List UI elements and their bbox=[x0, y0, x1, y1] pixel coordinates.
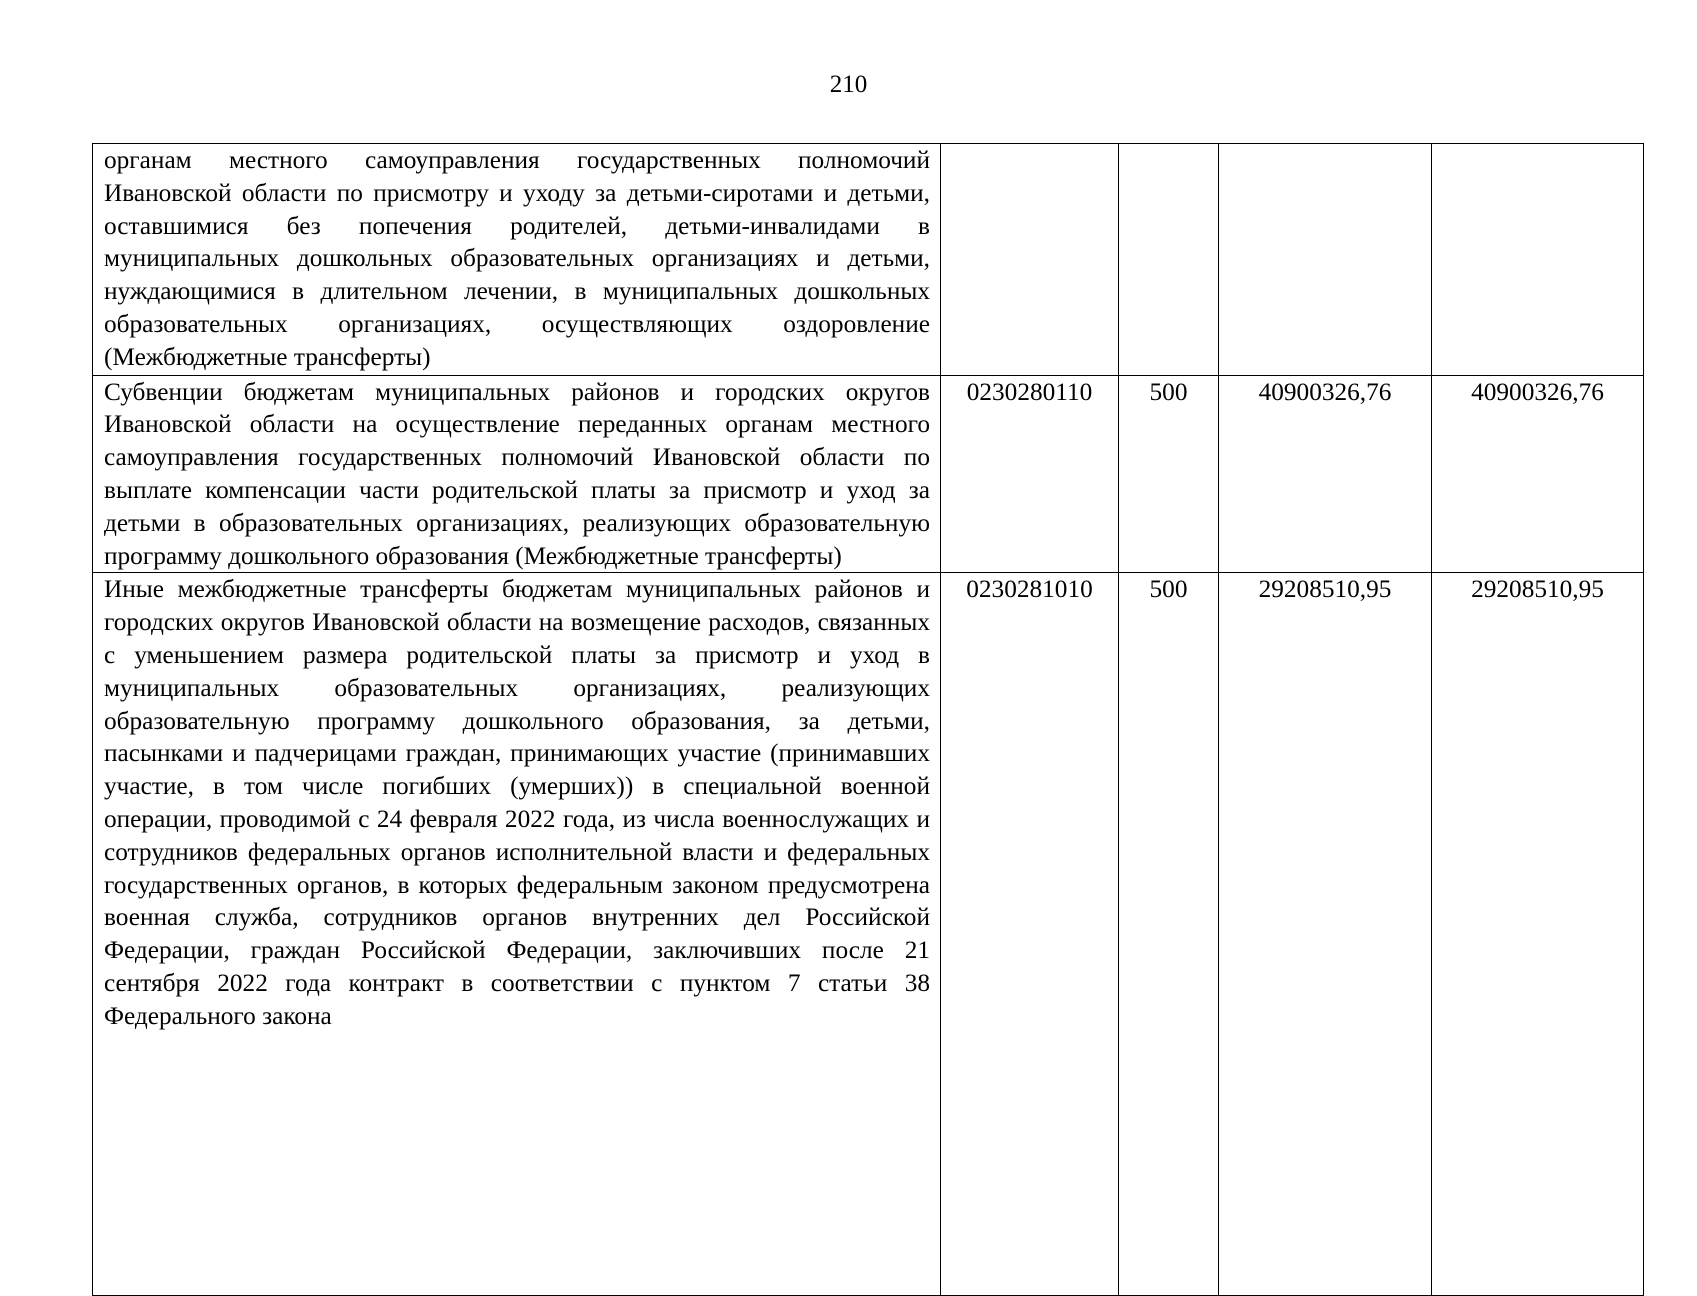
row-description: Субвенции бюджетам муниципальных районов и городских округов Ивановской области на осуществление переданных органам местного самоуправления государственных полномочий Ивановской области по выплате компенсации части родительской платы за присмотр и уход за детьми в образовательных организациях, реализующих образовательную программу дошкольного образования (Межбюджетные трансферты) bbox=[104, 377, 930, 570]
row-description: Иные межбюджетные трансферты бюджетам муниципальных районов и городских округов Ивановской области на возмещение расходов, связанных с уменьшением размера родительской платы за присмотр и уход в муниципальных образовательных организациях, реализующих образовательную программу дошкольного образования, за детьми, пасынками и падчерицами граждан, принимающих участие (принимавших участие, в том числе погибших (умерших)) в специальной военной операции, проводимой с 24 февраля 2022 года, из числа военнослужащих и сотрудников федеральных органов исполнительной власти и федеральных государственных органов, в которых федеральным законом предусмотрена военная служба, сотрудников органов внутренних дел Российской Федерации, граждан Российской Федерации, заключивших после 21 сентября 2022 года контракт в соответствии с пунктом 7 статьи 38 Федерального закона bbox=[104, 575, 930, 1030]
target-code-cell: 0230281010 bbox=[941, 573, 1119, 1296]
table-row bbox=[93, 375, 1644, 573]
amount-1-cell: 40900326,76 bbox=[1219, 375, 1432, 573]
row-description: органам местного самоуправления государственных полномочий Ивановской области по присмотру и уходу за детьми-сиротами и детьми, оставшимися без попечения родителей, детьми-инвалидами в муниципальных дошкольных образовательных организациях и детьми, нуждающимися в длительном лечении, в муниципальных дошкольных образовательных организациях, осуществляющих оздоровление (Межбюджетные трансферты) bbox=[104, 146, 930, 371]
page-number: 210 bbox=[829, 71, 868, 98]
expense-type-cell: 500 bbox=[1119, 573, 1219, 1296]
target-code-cell bbox=[941, 144, 1119, 376]
description-cell bbox=[93, 144, 941, 376]
amount-2-cell: 29208510,95 bbox=[1432, 573, 1644, 1296]
budget-table bbox=[92, 143, 1644, 1296]
amount-2-cell bbox=[1432, 144, 1644, 376]
amount-1-cell: 29208510,95 bbox=[1219, 573, 1432, 1296]
amount-1-cell bbox=[1219, 144, 1432, 376]
table-row bbox=[93, 573, 1644, 1296]
table-row bbox=[93, 144, 1644, 376]
description-cell bbox=[93, 573, 941, 1296]
expense-type-cell: 500 bbox=[1119, 375, 1219, 573]
description-cell bbox=[93, 375, 941, 573]
amount-2-cell: 40900326,76 bbox=[1432, 375, 1644, 573]
expense-type-cell bbox=[1119, 144, 1219, 376]
target-code-cell: 0230280110 bbox=[941, 375, 1119, 573]
